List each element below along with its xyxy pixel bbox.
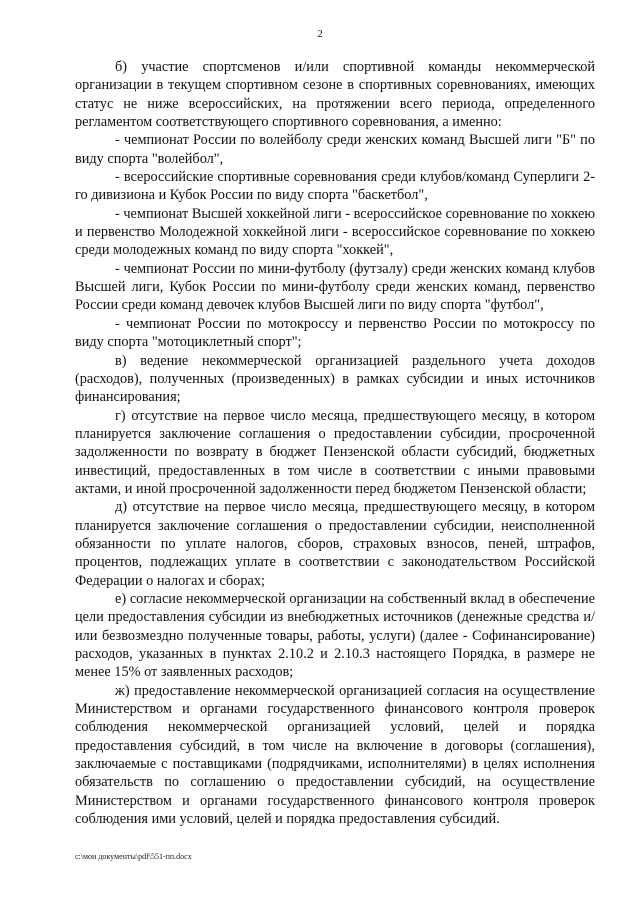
list-item-volleyball: - чемпионат России по волейболу среди женских команд Высшей лиги "Б" по виду спорта "волейбол",	[75, 132, 595, 167]
list-item-futsal: - чемпионат России по мини-футболу (футзалу) среди женских команд клубов Высшей лиги, Кубок России по мини-футболу среди женских команд, первенство России среди команд девочек клубов Высшей лиги по виду спорта "футбол",	[75, 260, 595, 314]
paragraph-b: б) участие спортсменов и/или спортивной команды некоммерческой организации в текущем спортивном сезоне в спортивных соревнованиях, имеющих статус не ниже всероссийских, на протяжении всего периода, определенного регламентом соответствующего спортивного соревнования, а именно:	[75, 59, 595, 131]
list-item-motocross: - чемпионат России по мотокроссу и первенство России по мотокроссу по виду спорта "мотоциклетный спорт";	[75, 315, 595, 351]
paragraph-g: г) отсутствие на первое число месяца, предшествующего месяцу, в котором планируется заключение соглашения о предоставлении субсидии, просроченной задолженности по возврату в бюджет Пензенской области субсидий, бюджетных инвестиций, предоставленных в том числе в соответствии с иными правовыми актами, и иной просроченной задолженности перед бюджетом Пензенской области;	[75, 407, 595, 497]
paragraph-d: д) отсутствие на первое число месяца, предшествующего месяцу, в котором планируется заключение соглашения о предоставлении субсидии, неисполненной обязанности по уплате налогов, сборов, страховых взносов, пеней, штрафов, процентов, подлежащих уплате в соответствии с законодательством Российской Федерации о налогах и сборах;	[75, 499, 595, 589]
paragraph-zh: ж) предоставление некоммерческой организацией согласия на осуществление Министерством и органами государственного финансового контроля проверок соблюдения некоммерческой организацией условий, целей и порядка предоставления субсидий, в том числе на включение в договоры (соглашения), заключаемые с поставщиками (подрядчиками, исполнителями) в целях исполнения обязательств по соглашению о предоставлении субсидий, на осуществление Министерством и органами государственного финансового контроля проверок соблюдения ими условий, целей и порядка предоставления субсидий.	[75, 682, 595, 828]
paragraph-v: в) ведение некоммерческой организацией раздельного учета доходов (расходов), полученных (произведенных) в рамках субсидии и иных источников финансирования;	[75, 352, 595, 406]
page-number: 2	[317, 28, 323, 40]
paragraph-e: е) согласие некоммерческой организации на собственный вклад в обеспечение цели предоставления субсидии из внебюджетных источников (денежные средства и/или безвозмездно полученные товары, работы, услуги) (далее - Софинансирование) расходов, указанных в пунктах 2.10.2 и 2.10.3 настоящего Порядка, в размере не менее 15% от заявленных расходов;	[75, 590, 595, 681]
list-item-hockey: - чемпионат Высшей хоккейной лиги - всероссийское соревнование по хоккею и первенство Молодежной хоккейной лиги - всероссийское соревнование по хоккею среди молодежных команд по виду спорта "хоккей",	[75, 205, 595, 259]
document-body	[75, 58, 595, 828]
file-path-footer: c:\мои документы\pdf\551-пп.docx	[75, 852, 192, 861]
list-item-basketball: - всероссийские спортивные соревнования среди клубов/команд Суперлиги 2-го дивизиона и Кубок России по виду спорта "баскетбол",	[75, 169, 595, 204]
